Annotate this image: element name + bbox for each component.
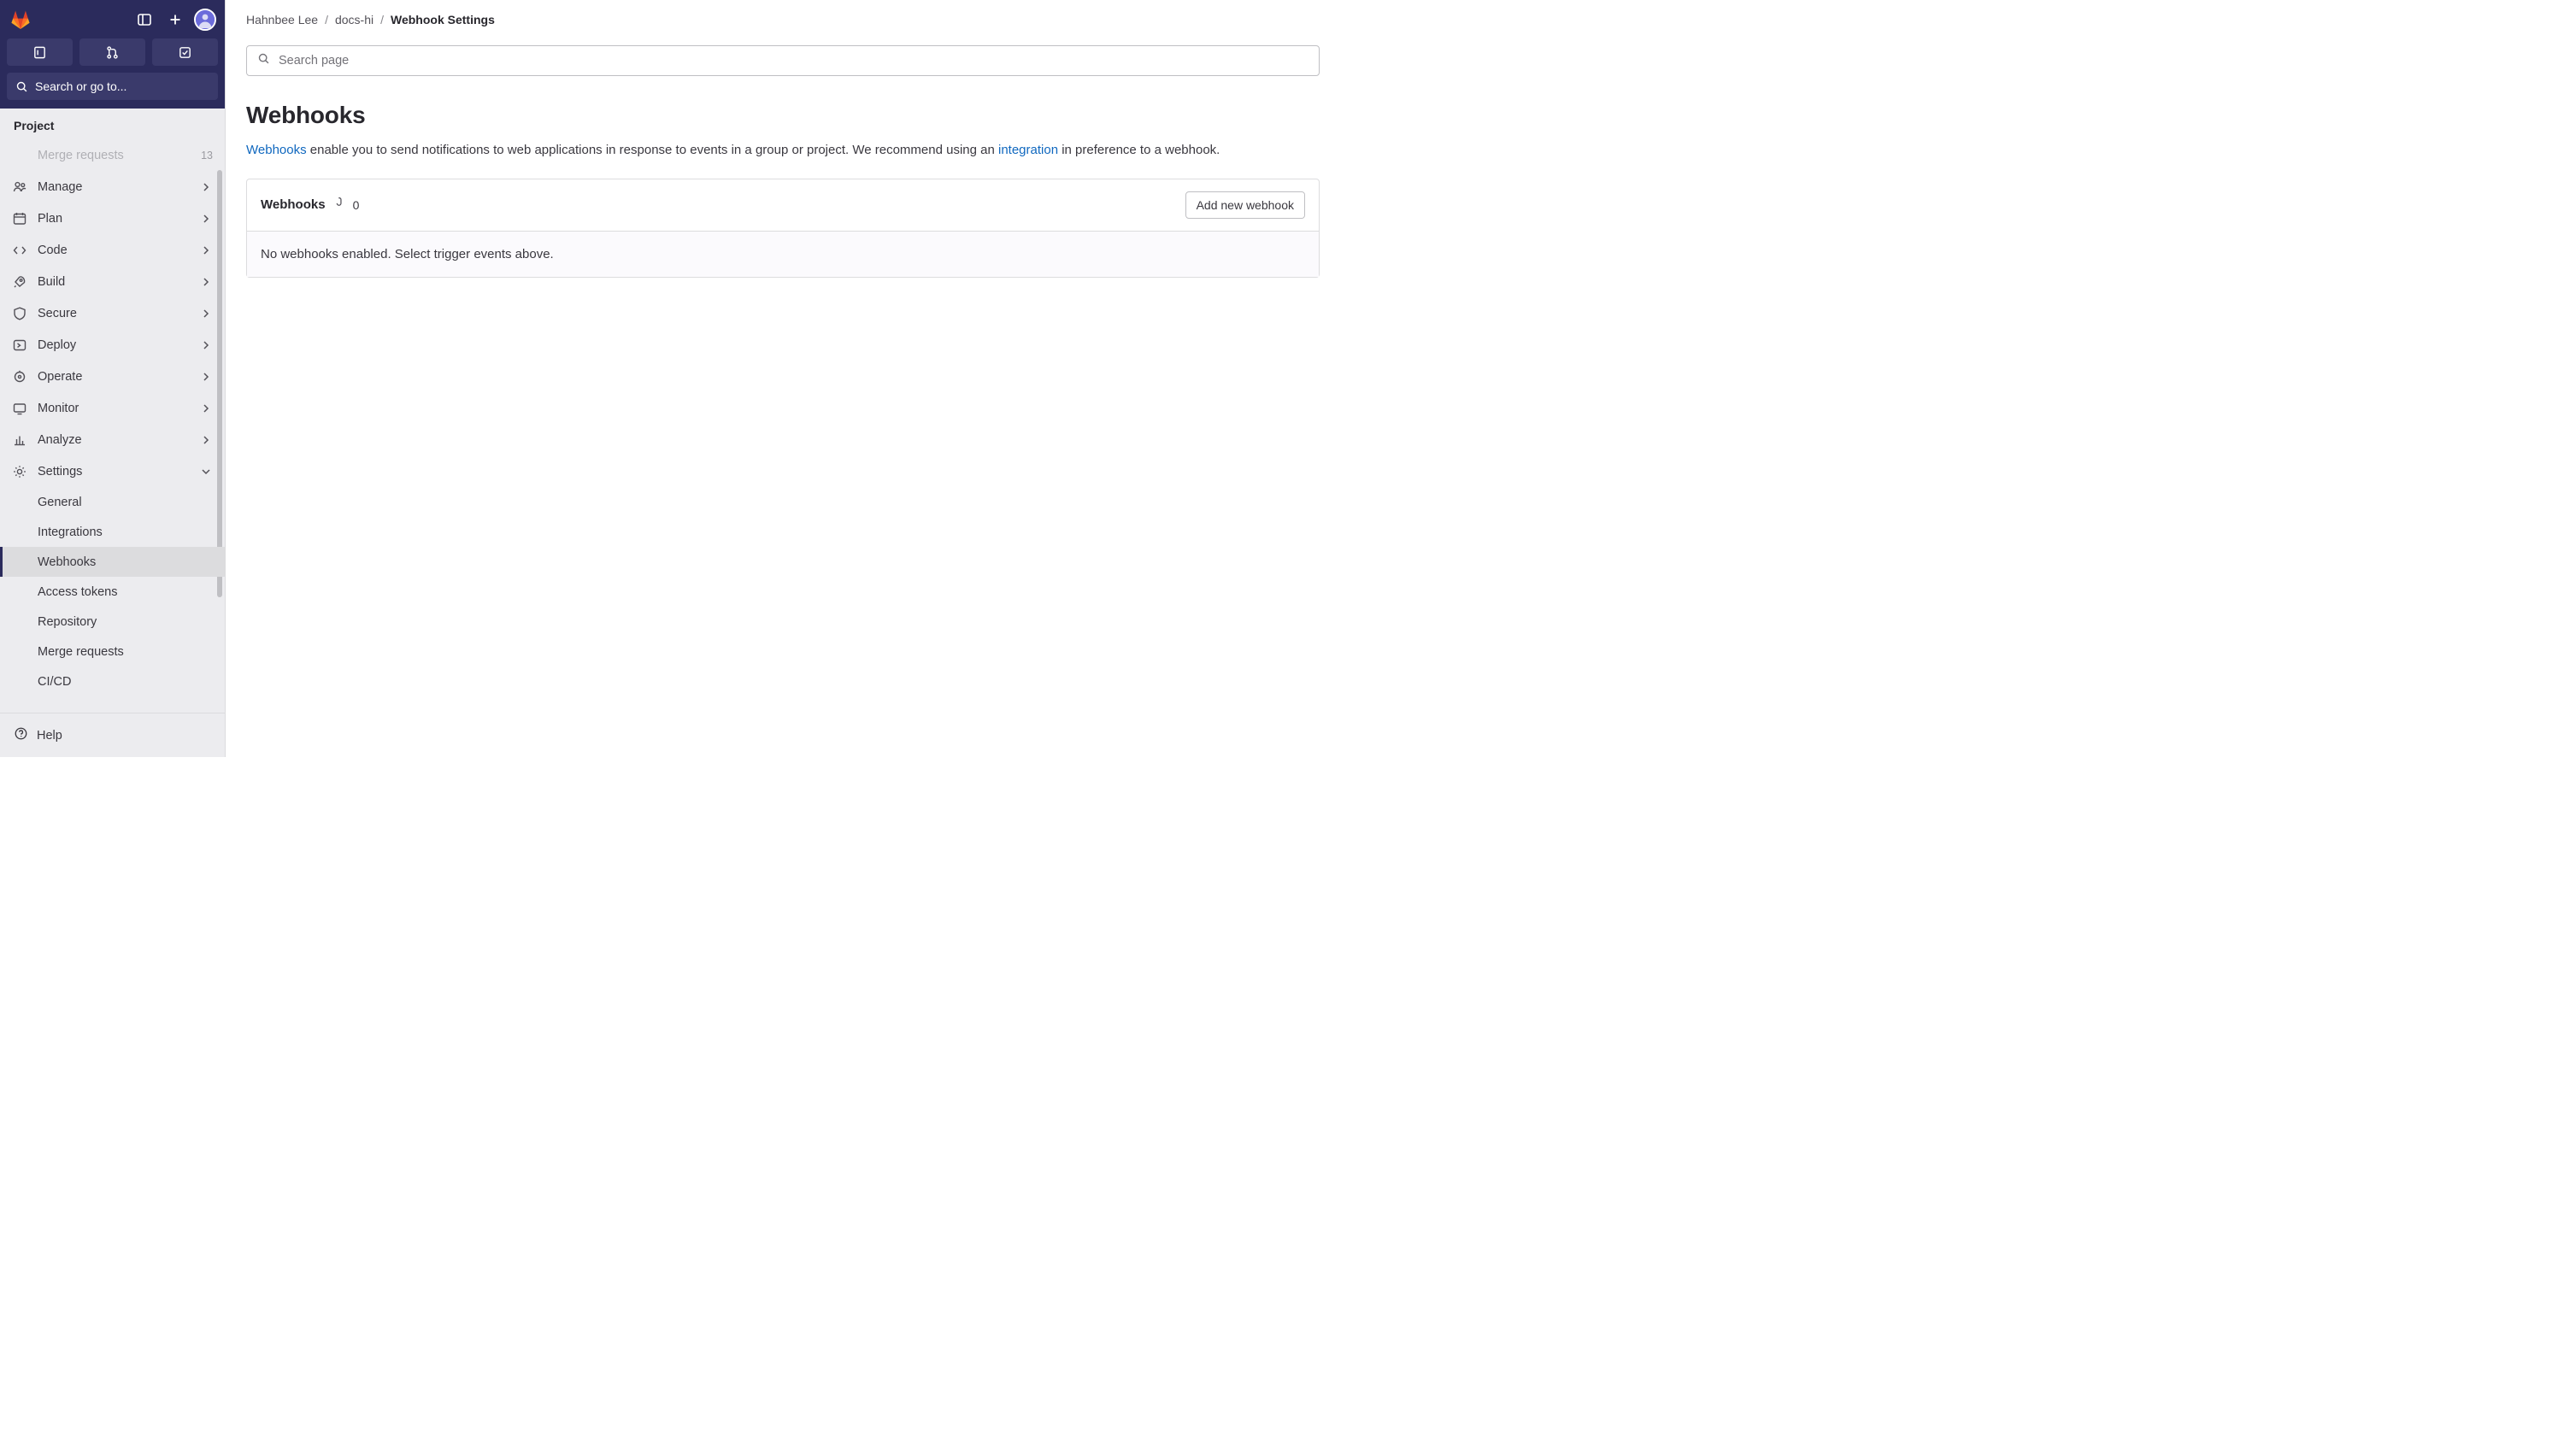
help-icon bbox=[14, 726, 28, 744]
sidebar-item-general[interactable] bbox=[0, 487, 225, 517]
sidebar-item-access-tokens[interactable] bbox=[0, 577, 225, 607]
sidebar-top-bar bbox=[0, 0, 225, 38]
sidebar-item-manage[interactable] bbox=[0, 171, 225, 203]
breadcrumb bbox=[226, 0, 1340, 38]
sidebar-subitem-label: Repository bbox=[38, 614, 97, 629]
search-or-go-to-label: Search or go to... bbox=[35, 79, 127, 93]
chevron-right-icon bbox=[201, 277, 213, 287]
sidebar-help-button[interactable] bbox=[0, 713, 225, 757]
sidebar-item-integrations[interactable] bbox=[0, 517, 225, 547]
chevron-right-icon bbox=[201, 214, 213, 224]
sidebar-subitem-label: Merge requests bbox=[38, 644, 124, 659]
sidebar-search-wrap bbox=[0, 73, 225, 109]
sidebar-project-label: Project bbox=[14, 119, 55, 132]
search-icon bbox=[15, 80, 28, 93]
sidebar-item-operate[interactable] bbox=[0, 361, 225, 392]
webhooks-count: 0 bbox=[352, 197, 360, 212]
sidebar-item-webhooks[interactable] bbox=[0, 547, 225, 577]
page-description-text-2: in preference to a webhook. bbox=[1058, 143, 1220, 157]
sidebar-item-plan[interactable] bbox=[0, 203, 225, 234]
sidebar-item-secure[interactable] bbox=[0, 297, 225, 329]
search-input[interactable] bbox=[279, 54, 1309, 68]
search-or-go-to-button[interactable] bbox=[7, 73, 218, 100]
sidebar-item-code[interactable] bbox=[0, 234, 225, 266]
app-root bbox=[0, 0, 1340, 757]
sidebar-item-label: Deploy bbox=[38, 338, 77, 352]
page-title: Webhooks bbox=[246, 102, 366, 128]
shield-icon bbox=[12, 306, 27, 321]
sidebar-item-label: Settings bbox=[38, 464, 83, 478]
sidebar-item-merge-requests[interactable] bbox=[0, 637, 225, 666]
sidebar bbox=[0, 0, 226, 757]
sidebar-item-monitor[interactable] bbox=[0, 392, 225, 424]
chevron-right-icon bbox=[201, 245, 213, 255]
sidebar-item-cicd[interactable] bbox=[0, 666, 225, 696]
sidebar-item-label: Build bbox=[38, 274, 66, 289]
page-description-text-1: enable you to send notifications to web applications in response to events in a group or project. We recommend using an bbox=[306, 143, 998, 157]
chevron-right-icon bbox=[201, 340, 213, 350]
chevron-right-icon bbox=[201, 182, 213, 192]
code-icon bbox=[12, 243, 27, 258]
sidebar-item-label: Plan bbox=[38, 211, 63, 226]
breadcrumb-item-project[interactable]: docs-hi bbox=[334, 12, 374, 26]
main-content bbox=[226, 0, 1340, 757]
sidebar-item-label: Manage bbox=[38, 179, 83, 194]
sidebar-item-settings[interactable] bbox=[0, 455, 225, 487]
sidebar-item-build[interactable] bbox=[0, 266, 225, 297]
todos-shortcut[interactable] bbox=[152, 38, 218, 66]
webhooks-card bbox=[246, 179, 1320, 278]
breadcrumb-separator: / bbox=[325, 12, 328, 26]
merge-requests-shortcut[interactable] bbox=[79, 38, 145, 66]
monitor-icon bbox=[12, 401, 27, 416]
sidebar-toggle-icon[interactable] bbox=[132, 8, 156, 32]
sidebar-item-label: Analyze bbox=[38, 432, 82, 447]
sidebar-item-label: Merge requests bbox=[38, 148, 124, 162]
users-icon bbox=[12, 179, 27, 195]
sidebar-item-label: Monitor bbox=[38, 401, 79, 415]
operate-icon bbox=[12, 369, 27, 385]
gear-icon bbox=[12, 464, 27, 479]
chevron-right-icon bbox=[201, 308, 213, 319]
sidebar-subitem-label: Integrations bbox=[38, 525, 103, 539]
help-label: Help bbox=[37, 728, 62, 743]
chevron-right-icon bbox=[201, 435, 213, 445]
webhooks-card-title: Webhooks bbox=[261, 197, 326, 213]
search-icon bbox=[257, 52, 270, 69]
chevron-down-icon bbox=[201, 467, 213, 477]
gitlab-logo-icon[interactable] bbox=[9, 8, 32, 32]
search-page-field[interactable] bbox=[246, 45, 1320, 76]
sidebar-item-analyze[interactable] bbox=[0, 424, 225, 455]
sidebar-subitem-label: CI/CD bbox=[38, 674, 72, 689]
sidebar-item-label: Secure bbox=[38, 306, 77, 320]
webhooks-card-header bbox=[247, 179, 1319, 231]
chevron-right-icon bbox=[201, 372, 213, 382]
sidebar-item-merge-requests-partial[interactable] bbox=[0, 139, 225, 171]
webhook-hook-icon bbox=[332, 196, 346, 214]
deploy-icon bbox=[12, 338, 27, 353]
sidebar-item-deploy[interactable] bbox=[0, 329, 225, 361]
sidebar-nav-scroll bbox=[0, 139, 225, 713]
breadcrumb-item-current: Webhook Settings bbox=[391, 12, 495, 26]
add-new-webhook-button[interactable]: Add new webhook bbox=[1185, 191, 1305, 219]
sidebar-item-label: Operate bbox=[38, 369, 83, 384]
user-avatar[interactable] bbox=[194, 9, 216, 31]
integration-doc-link[interactable]: integration bbox=[997, 143, 1059, 157]
merge-request-icon bbox=[12, 148, 27, 163]
page-description bbox=[246, 141, 1320, 160]
calendar-icon bbox=[12, 211, 27, 226]
chevron-right-icon bbox=[201, 403, 213, 414]
webhooks-empty-state: No webhooks enabled. Select trigger events above. bbox=[247, 231, 1319, 277]
sidebar-quick-actions bbox=[0, 38, 225, 73]
sidebar-subitem-label: Webhooks bbox=[38, 555, 97, 569]
plus-icon[interactable] bbox=[163, 8, 187, 32]
sidebar-item-label: Code bbox=[38, 243, 68, 257]
rocket-icon bbox=[12, 274, 27, 290]
breadcrumb-separator: / bbox=[380, 12, 384, 26]
breadcrumb-item-user[interactable]: Hahnbee Lee bbox=[246, 12, 319, 26]
merge-requests-count: 13 bbox=[201, 149, 213, 161]
page-content bbox=[226, 38, 1340, 278]
issues-shortcut[interactable] bbox=[7, 38, 73, 66]
sidebar-subitem-label: Access tokens bbox=[38, 584, 118, 599]
sidebar-subitem-label: General bbox=[38, 495, 82, 509]
webhooks-doc-link[interactable]: Webhooks bbox=[246, 143, 307, 157]
chart-icon bbox=[12, 432, 27, 448]
sidebar-item-repository[interactable] bbox=[0, 607, 225, 637]
